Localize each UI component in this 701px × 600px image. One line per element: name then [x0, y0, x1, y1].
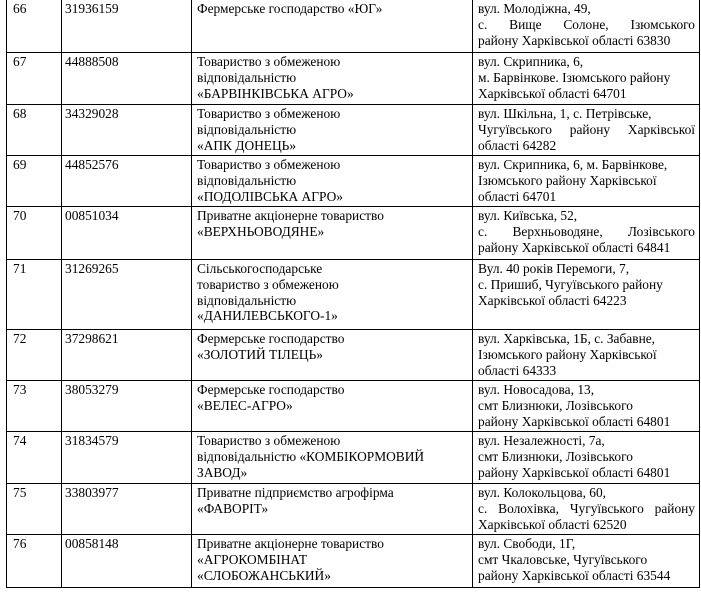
edrpou-code-cell — [62, 207, 192, 260]
edrpou-code: 44888508 — [65, 54, 119, 69]
address-line: вул. Незалежності, 7а, — [478, 433, 605, 448]
company-name-cell — [192, 260, 473, 330]
company-name-line: «ФАВОРІТ» — [197, 500, 269, 516]
company-name-line: відповідальністю «КОМБІКОРМОВИЙ — [197, 448, 425, 464]
company-name-cell — [192, 207, 473, 260]
address-line: вул. Колокольцова, 60, — [478, 485, 607, 500]
edrpou-code: 33803977 — [65, 485, 119, 500]
table-row — [7, 207, 700, 260]
address-line: вул. Скрипника, 6, м. Барвінкове, — [478, 157, 668, 172]
address-line: с. Верхньоводяне, Лозівського — [478, 223, 695, 239]
address-line: вул. Харківська, 1Б, с. Забавне, — [478, 331, 656, 346]
edrpou-code-cell — [62, 0, 192, 53]
company-name-line: Приватне акціонерне товариство — [197, 536, 384, 551]
company-name-line: Приватне підприємство агрофірма — [197, 485, 394, 500]
company-name-cell — [192, 484, 473, 535]
company-name-line: «ПОДОЛІВСЬКА АГРО» — [197, 188, 343, 204]
row-number: 70 — [13, 208, 27, 223]
company-name-line: Приватне акціонерне товариство — [197, 208, 384, 223]
company-name-line: «БАРВІНКІВСЬКА АГРО» — [197, 85, 354, 101]
edrpou-code-cell — [62, 53, 192, 105]
company-name-line: «ВЕЛЕС-АГРО» — [197, 397, 293, 413]
row-number-cell — [7, 381, 62, 432]
row-number: 69 — [13, 157, 27, 172]
company-name-line: відповідальністю — [197, 172, 297, 188]
company-name-line: «ВЕРХНЬОВОДЯНЕ» — [197, 223, 325, 239]
company-name-line: «АГРОКОМБІНАТ — [197, 551, 308, 567]
company-name-line: «СЛОБОЖАНСЬКИЙ» — [197, 567, 331, 583]
table-row — [7, 260, 700, 330]
company-name-line: Фермерське господарство «ЮГ» — [197, 1, 383, 16]
company-name-line: Фермерське господарство — [197, 331, 345, 346]
company-name-cell — [192, 53, 473, 105]
edrpou-code-cell — [62, 330, 192, 381]
address-cell — [473, 381, 700, 432]
table-row — [7, 484, 700, 535]
address-line: вул. Молодіжна, 49, — [478, 1, 591, 16]
edrpou-code: 31936159 — [65, 1, 119, 16]
address-line: с. Пришиб, Чугуївського району — [478, 276, 663, 292]
row-number: 72 — [13, 331, 27, 346]
address-line: с. Волохівка, Чугуївського району — [478, 500, 695, 516]
row-number-cell — [7, 330, 62, 381]
address-line: с. Вище Солоне, Ізюмського — [478, 16, 695, 32]
edrpou-code-cell — [62, 105, 192, 156]
edrpou-code: 44852576 — [65, 157, 119, 172]
company-name-line: ЗАВОД» — [197, 464, 248, 480]
address-cell — [473, 535, 700, 588]
address-line: Вул. 40 років Перемоги, 7, — [478, 261, 630, 276]
company-name-line: Товариство з обмеженою — [197, 433, 341, 448]
row-number-cell — [7, 260, 62, 330]
row-number: 75 — [13, 485, 27, 500]
address-cell — [473, 0, 700, 53]
company-name-line: відповідальністю — [197, 292, 297, 308]
registry-table-body — [7, 0, 700, 588]
address-line: Ізюмського району Харківської — [478, 346, 657, 362]
address-cell — [473, 207, 700, 260]
company-name-line: «ДАНИЛЕВСЬКОГО-1» — [197, 308, 338, 324]
address-cell — [473, 432, 700, 484]
company-name-line: «ЗОЛОТИЙ ТІЛЕЦЬ» — [197, 346, 323, 362]
table-row — [7, 0, 700, 53]
address-cell — [473, 260, 700, 330]
edrpou-code: 00851034 — [65, 208, 119, 223]
company-name-line: Фермерське господарство — [197, 382, 345, 397]
row-number-cell — [7, 105, 62, 156]
address-line: Чугуївського району Харківської — [478, 121, 695, 137]
table-row — [7, 535, 700, 588]
address-line: Харківської області 62520 — [478, 516, 627, 532]
table-row — [7, 330, 700, 381]
address-line: району Харківської області 64841 — [478, 239, 671, 255]
edrpou-code-cell — [62, 484, 192, 535]
address-cell — [473, 330, 700, 381]
table-row — [7, 381, 700, 432]
row-number-cell — [7, 535, 62, 588]
address-cell — [473, 484, 700, 535]
row-number: 73 — [13, 382, 27, 397]
company-name-cell — [192, 535, 473, 588]
row-number: 76 — [13, 536, 27, 551]
row-number-cell — [7, 156, 62, 207]
edrpou-code: 38053279 — [65, 382, 119, 397]
row-number-cell — [7, 484, 62, 535]
edrpou-code: 00858148 — [65, 536, 119, 551]
edrpou-code: 37298621 — [65, 331, 119, 346]
row-number-cell — [7, 432, 62, 484]
edrpou-code-cell — [62, 381, 192, 432]
edrpou-code-cell — [62, 535, 192, 588]
address-line: м. Барвінкове. Ізюмського району — [478, 69, 671, 85]
address-line: смт Близнюки, Лозівського — [478, 448, 633, 464]
edrpou-code-cell — [62, 432, 192, 484]
company-name-cell — [192, 156, 473, 207]
company-name-cell — [192, 330, 473, 381]
row-number-cell — [7, 53, 62, 105]
table-row — [7, 105, 700, 156]
company-name-line: товариство з обмеженою — [197, 276, 339, 292]
address-cell — [473, 105, 700, 156]
address-line: області 64333 — [478, 362, 557, 378]
company-name-line: «АПК ДОНЕЦЬ» — [197, 137, 297, 153]
edrpou-code-cell — [62, 156, 192, 207]
address-line: району Харківської області 64801 — [478, 464, 671, 480]
address-line: вул. Свободи, 1Г, — [478, 536, 576, 551]
table-row — [7, 53, 700, 105]
row-number-cell — [7, 0, 62, 53]
table-row — [7, 156, 700, 207]
company-name-line: відповідальністю — [197, 69, 297, 85]
address-line: вул. Новосадова, 13, — [478, 382, 595, 397]
company-name-cell — [192, 432, 473, 484]
address-line: Харківської області 64223 — [478, 292, 627, 308]
edrpou-code: 34329028 — [65, 106, 119, 121]
row-number-cell — [7, 207, 62, 260]
address-line: області 64282 — [478, 137, 557, 153]
company-name-line: Товариство з обмеженою — [197, 54, 341, 69]
address-line: Ізюмського району Харківської — [478, 172, 657, 188]
company-name-line: Товариство з обмеженою — [197, 157, 341, 172]
address-cell — [473, 53, 700, 105]
row-number: 68 — [13, 106, 27, 121]
address-line: району Харківської області 64801 — [478, 413, 671, 429]
edrpou-code-cell — [62, 260, 192, 330]
company-name-cell — [192, 381, 473, 432]
address-line: вул. Київська, 52, — [478, 208, 578, 223]
address-line: Харківської області 64701 — [478, 85, 627, 101]
company-name-line: Товариство з обмеженою — [197, 106, 341, 121]
company-name-cell — [192, 105, 473, 156]
edrpou-code: 31269265 — [65, 261, 119, 276]
address-line: смт Близнюки, Лозівського — [478, 397, 633, 413]
address-line: району Харківської області 63544 — [478, 567, 671, 583]
row-number: 66 — [13, 1, 27, 16]
address-line: вул. Шкільна, 1, с. Петрівське, — [478, 106, 652, 121]
address-line: вул. Скрипника, 6, — [478, 54, 584, 69]
address-cell — [473, 156, 700, 207]
address-line: смт Чкаловське, Чугуївського — [478, 551, 648, 567]
table-row — [7, 432, 700, 484]
edrpou-code: 31834579 — [65, 433, 119, 448]
company-name-line: відповідальністю — [197, 121, 297, 137]
registry-table — [6, 0, 700, 588]
company-name-line: Сільськогосподарське — [197, 261, 323, 276]
row-number: 67 — [13, 54, 27, 69]
address-line: району Харківської області 63830 — [478, 32, 671, 48]
address-line: області 64701 — [478, 188, 557, 204]
row-number: 74 — [13, 433, 27, 448]
company-name-cell — [192, 0, 473, 53]
row-number: 71 — [13, 261, 27, 276]
